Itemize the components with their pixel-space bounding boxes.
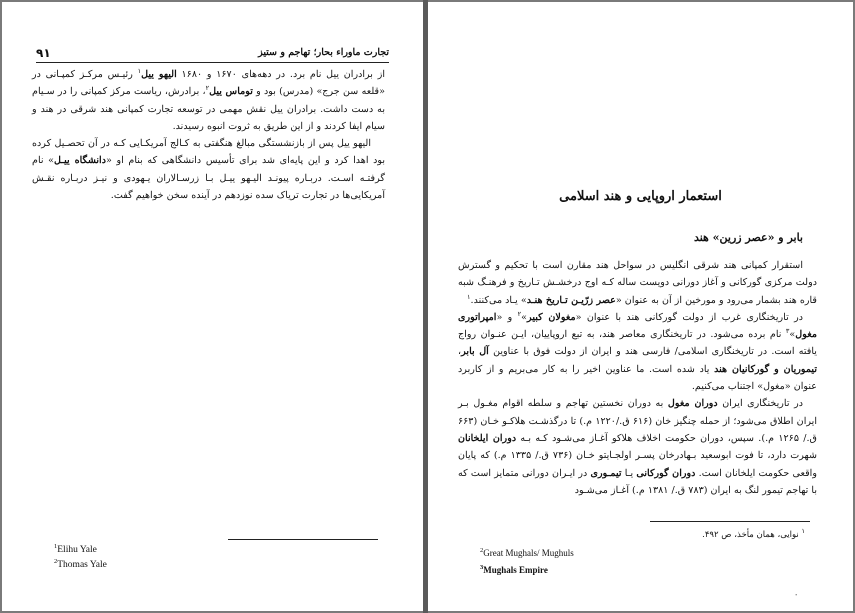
text-run: یـا (621, 467, 637, 479)
footnote-divider (228, 539, 378, 540)
bold-term: توماس ییل (209, 86, 253, 98)
section-title: بابر و «عصر زرین» هند (693, 231, 803, 244)
bold-term: دانشگاه ییـل (54, 155, 106, 167)
text-run: ، برادرش، ریاست مرکز کمپانی را در سـیام به دست داشت. برادران ییل نقش مهمی در توسعه تجارت کمپانی هند شرقی در هند و سیام ایفا کردند و از این طریق به ثروت انبوه رسیدند. (32, 86, 385, 132)
text-run: در تاریخنگاری غرب از دولت گورکانی هند با عنوان « (575, 311, 804, 323)
left-page (2, 2, 423, 611)
text-run: » نام گرفتـه اسـت. دربـاره پیونـد الیـهو ییـل بـا زرسـالاران یـهودی و نیـز دربـاره نقـش آمریکایی‌ها در تجارت تریاک سده نوزدهم در آینده سخن خواهیم گفت. (32, 155, 385, 202)
footnote-ref: ۱ (137, 66, 142, 75)
footnote-1: $^1$Elihu Yale (54, 542, 97, 555)
text-run: در تاریخنگاری ایران (717, 398, 803, 410)
text-run: یاد شده است. ما عناوین اخیر را به کار می‌بریم و از کاربرد عنوان «مغول» اجتناب می‌کنیم. (458, 363, 817, 393)
text-run: » یـاد می‌کنند. (470, 294, 527, 306)
text-run: » (789, 329, 796, 341)
text-run: رئیـس مرکـز کمپـانی در «قلعه سن جرج» (مدرس) بود و (32, 69, 385, 98)
footnote-ref: ۱ (467, 292, 471, 301)
text-run: به دوران نخستین تهاجم و سلطه اقوام مغـول بـر ایران اطلاق می‌شود؛ از حمله چنگیز خان (۶۱۶ ق./۱۲۲۰ م.) تا درگذشـت هلاکـو خـان (۶۶۳ ق./ ۱۲۶۵ م.). سپس، دوران حکومت اخلاف هلاکو آغـاز می‌شـود کـه بـه (458, 398, 818, 444)
bold-term: عصر زرّیـن تـاریخ هنـد (526, 294, 616, 306)
page-number: ۹۱ (36, 46, 51, 60)
paragraph (458, 309, 817, 395)
footnote-divider (650, 521, 810, 522)
text-run: نام برده می‌شود. در تاریخنگاری معاصر هند، به تبع اروپاییان، ایـن عنـوان رواج یافته است. در تاریخنگاری اسلامی/ فارسی هند و ایران از دولت فوق با عناوین (458, 329, 817, 358)
bold-term: تیموریان و گورکانیان هند (714, 363, 817, 375)
footnote-rtl-1: $^۱$ نوایی، همان مأخذ، ص ۴۹۲. (702, 527, 805, 540)
bold-term: الیهو ییل (141, 69, 177, 80)
footnote-ref: ۲ (205, 84, 210, 93)
paragraph (32, 66, 385, 135)
footnote-ref: ۳ (785, 327, 790, 335)
text-run: شهرت دارد، تا فوت ابوسعید بـهادرخان پسـر اولجـایتو خـان (۷۳۶ ق./ ۱۳۳۵ م.) که پایان واقعی حکومت ایلخانان است. (458, 450, 818, 479)
text-run: » (521, 311, 528, 323)
text-run: استقرار کمپانی هند شرقی انگلیس در سواحل هند مقارن است با تحکیم و گسترش دولت مرکزی گورکانی و آغاز دورانی دویست ساله کـه اوج درخشـش تـاریخ و فرهنـگ شبه قاره هند بشمار می‌رود و مورخین از آن به عنوان « (458, 260, 817, 306)
footer-mark: ٠ (794, 590, 799, 599)
text-run: در ایـران دورانی متمایز است که با تهاجم تیمور لنگ به ایران (۷۸۳ ق./ ۱۳۸۱ م.) آغـاز می‌شـود (458, 467, 817, 496)
right-page (428, 2, 853, 611)
text-run: از برادران ییل نام برد. در دهه‌های ۱۶۷۰ و ۱۶۸۰ (176, 69, 385, 80)
chapter-title: استعمار اروپایی و هند اسلامی (559, 189, 722, 204)
bold-term: مغولان کبیر (527, 311, 576, 323)
right-body-text (458, 257, 817, 499)
bold-term: امپراتوری مغول (458, 311, 817, 341)
running-header (36, 46, 389, 63)
footnote-ltr-3: $^3$Mughals Empire (480, 564, 548, 575)
footnote-2: $^2$Thomas Yale (54, 557, 107, 570)
footnote-ref: ۲ (517, 309, 522, 318)
paragraph (458, 257, 817, 309)
paragraph (458, 395, 817, 499)
text-run: ، (458, 346, 462, 358)
text-run: و « (496, 311, 518, 323)
bold-term: آل بابر (461, 346, 489, 358)
left-body-text (32, 66, 385, 204)
paragraph (32, 135, 385, 204)
running-header-title: تجارت ماوراء بحار؛ تهاجم و ستیز (258, 47, 389, 58)
text-run: الیهو ییل پس از بازنشستگی مبالغ هنگفتی به کـالج آمریکـایی کـه در آن تحصـیل کرده بود اهدا کرد و این پایه‌ای شد برای تأسیس دانشگاهی که بنام او « (32, 138, 386, 167)
bold-term: دوران گورکانی (636, 467, 696, 479)
bold-term: دوران ایلخانان (458, 432, 517, 444)
bold-term: تیمـوری (590, 467, 622, 479)
bold-term: دوران مغول (667, 398, 718, 410)
footnote-ltr-2: $^2$Great Mughals/ Mughuls (480, 547, 574, 558)
